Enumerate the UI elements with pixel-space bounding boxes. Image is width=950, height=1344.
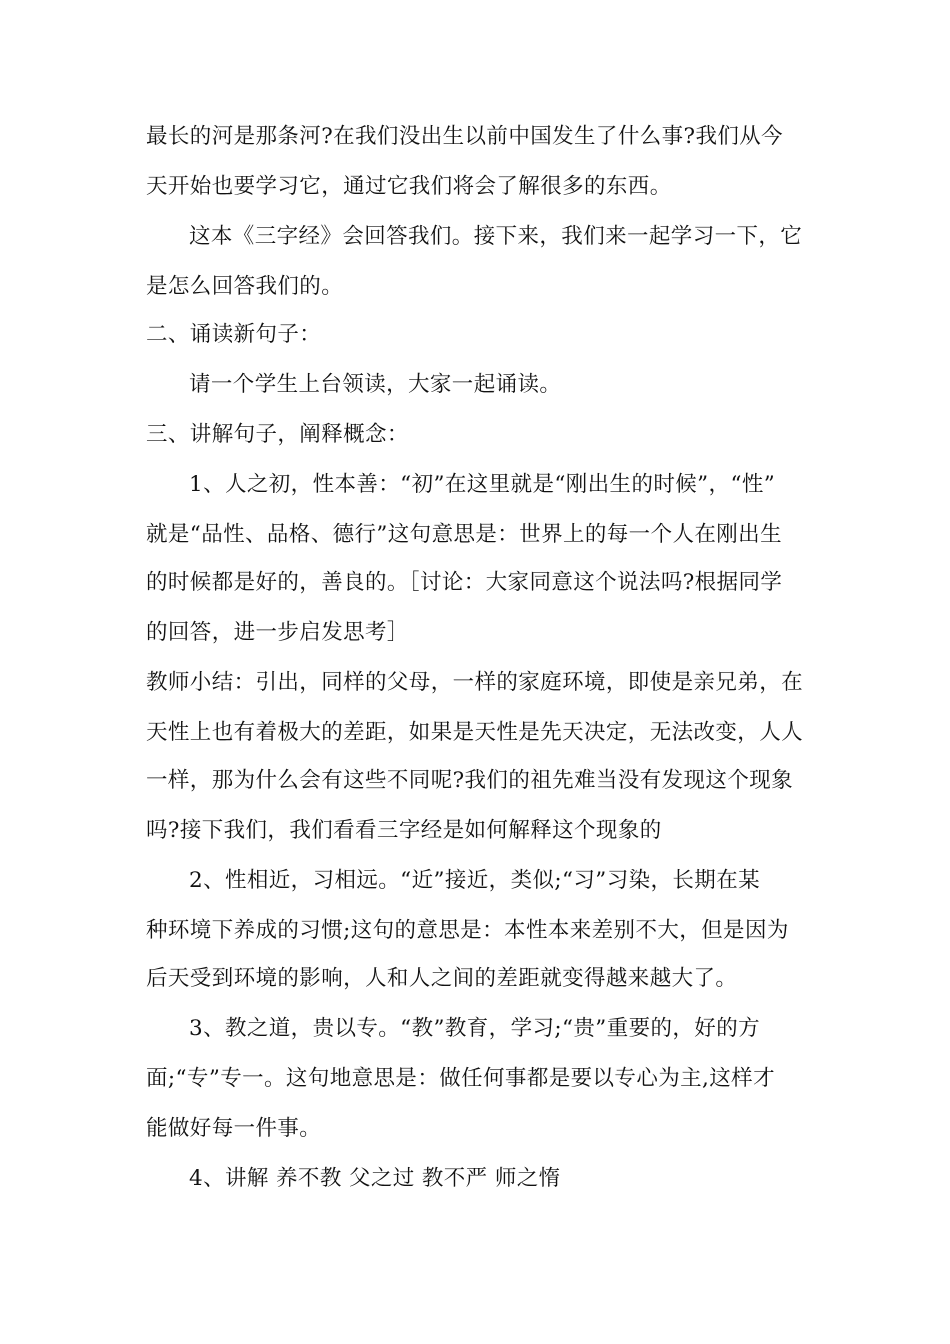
text-line: 种环境下养成的习惯;这句的意思是：本性本来差别不大，但是因为 [146,918,789,943]
text-line: 吗?接下我们，我们看看三字经是如何解释这个现象的 [146,818,662,843]
text-line: 1、人之初，性本善：“初”在这里就是“刚出生的时候”，“性” [189,472,776,497]
text-line: 一样，那为什么会有这些不同呢?我们的祖先难当没有发现这个现象 [146,768,794,793]
section-heading: 二、诵读新句子： [146,322,322,347]
text-line: 能做好每一件事。 [146,1116,322,1141]
text-line: 2、性相近，习相远。“近”接近，类似;“习”习染，长期在某 [189,868,760,893]
text-line: 的时候都是好的，善良的。［讨论：大家同意这个说法吗?根据同学 [146,570,783,595]
text-line: 天性上也有着极大的差距，如果是天性是先天决定，无法改变，人人 [146,720,804,745]
text-line: 3、教之道，贵以专。“教”教育，学习;“贵”重要的，好的方 [189,1016,760,1041]
text-line: 的回答，进一步启发思考］ [146,620,409,645]
text-line: 面;“专”专一。这句地意思是：做任何事都是要以专心为主,这样才 [146,1066,775,1091]
text-line: 请一个学生上台领读，大家一起诵读。 [189,372,562,397]
text-line: 4、讲解 养不教 父之过 教不严 师之惰 [189,1166,561,1191]
section-heading: 三、讲解句子，阐释概念： [146,422,409,447]
text-line: 这本《三字经》会回答我们。接下来，我们来一起学习一下，它 [189,224,803,249]
text-line: 后天受到环境的影响，人和人之间的差距就变得越来越大了。 [146,966,738,991]
text-line: 是怎么回答我们的。 [146,274,344,299]
text-line: 教师小结：引出，同样的父母，一样的家庭环境，即使是亲兄弟，在 [146,670,804,695]
text-line: 最长的河是那条河?在我们没出生以前中国发生了什么事?我们从今 [146,124,784,149]
text-line: 天开始也要学习它，通过它我们将会了解很多的东西。 [146,174,672,199]
text-line: 就是“品性、品格、德行”这句意思是：世界上的每一个人在刚出生 [146,522,782,547]
